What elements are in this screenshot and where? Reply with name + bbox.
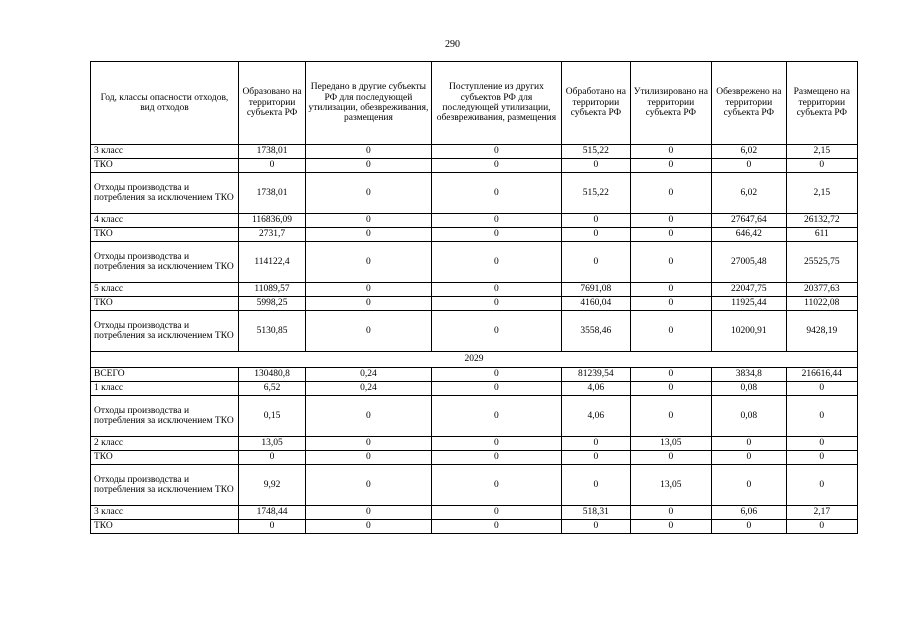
year-label: 2029 [91,352,858,368]
table-cell: 0 [630,382,712,396]
table-cell: 646,42 [712,228,786,242]
table-cell: 0 [306,451,431,465]
table-cell: 26132,72 [786,214,857,228]
table-cell: 1738,01 [238,145,305,159]
table-cell: 0 [306,214,431,228]
row-label: 3 класс [91,145,239,159]
row-label: 1 класс [91,382,239,396]
table-cell: 2731,7 [238,228,305,242]
table-cell: 2,15 [786,173,857,214]
table-row [91,506,858,520]
table-cell: 0 [431,283,562,297]
table-cell: 0,08 [712,396,786,437]
table-cell: 0 [786,437,857,451]
table-cell: 0 [630,506,712,520]
table-cell: 0 [562,520,630,534]
table-cell: 22047,75 [712,283,786,297]
table-cell: 0 [431,297,562,311]
table-cell: 116836,09 [238,214,305,228]
table-row [91,283,858,297]
table-cell: 10200,91 [712,311,786,352]
table-row [91,242,858,283]
table-cell: 27005,48 [712,242,786,283]
table-row [91,396,858,437]
table-cell: 0 [431,242,562,283]
table-cell: 11089,57 [238,283,305,297]
table-cell: 0 [630,228,712,242]
table-row [91,451,858,465]
row-label: 5 класс [91,283,239,297]
table-cell: 2,15 [786,145,857,159]
table-cell: 6,06 [712,506,786,520]
column-header: Передано в другие субъекты РФ для последующей утилизации, обезвреживания, размещения [306,62,431,145]
table-cell: 13,05 [630,465,712,506]
table-cell: 0 [306,311,431,352]
table-cell: 2,17 [786,506,857,520]
table-cell: 0 [630,311,712,352]
table-cell: 611 [786,228,857,242]
table-cell: 0 [630,451,712,465]
table-cell: 0 [306,437,431,451]
table-cell: 0 [562,451,630,465]
table-cell: 515,22 [562,145,630,159]
table-cell: 0 [562,159,630,173]
column-header: Образовано на территории субъекта РФ [238,62,305,145]
table-cell: 0 [786,159,857,173]
table-cell: 0 [786,451,857,465]
table-cell: 0 [786,396,857,437]
row-label: Отходы производства и потребления за исключением ТКО [91,242,239,283]
table-cell: 0,24 [306,382,431,396]
table-row [91,437,858,451]
table-cell: 0 [712,520,786,534]
row-label: ВСЕГО [91,368,239,382]
table-cell: 0 [306,159,431,173]
table-cell: 0 [431,173,562,214]
table-cell: 0 [431,159,562,173]
table-cell: 0 [306,228,431,242]
table-cell: 4160,04 [562,297,630,311]
table-row [91,311,858,352]
table-cell: 0 [306,173,431,214]
table-cell: 0 [562,437,630,451]
row-label: 2 класс [91,437,239,451]
row-label: Отходы производства и потребления за исключением ТКО [91,311,239,352]
page-number: 290 [445,39,460,50]
table-cell: 0 [431,228,562,242]
table-cell: 0 [431,311,562,352]
table-row [91,173,858,214]
table-cell: 0 [431,382,562,396]
table-cell: 0 [630,297,712,311]
table-cell: 5998,25 [238,297,305,311]
table-body [91,145,858,534]
column-header: Утилизировано на территории субъекта РФ [630,62,712,145]
table-cell: 0 [630,368,712,382]
table-cell: 0 [306,283,431,297]
table-cell: 11925,44 [712,297,786,311]
table-cell: 13,05 [630,437,712,451]
table-cell: 11022,08 [786,297,857,311]
table-cell: 4,06 [562,382,630,396]
table-cell: 6,02 [712,173,786,214]
table-cell: 0 [786,520,857,534]
row-label: Отходы производства и потребления за исключением ТКО [91,465,239,506]
table-cell: 3834,8 [712,368,786,382]
table-row [91,145,858,159]
table-cell: 0 [712,159,786,173]
table-cell: 0 [630,214,712,228]
table-cell: 0 [431,520,562,534]
table-cell: 7691,08 [562,283,630,297]
table-cell: 0 [630,283,712,297]
table-cell: 0 [562,242,630,283]
column-header: Год, классы опасности отходов, вид отходов [91,62,239,145]
table-cell: 0 [786,465,857,506]
table-cell: 1748,44 [238,506,305,520]
table-cell: 0 [306,145,431,159]
table-cell: 0 [630,396,712,437]
row-label: Отходы производства и потребления за исключением ТКО [91,396,239,437]
table-cell: 9,92 [238,465,305,506]
table-cell: 0 [431,506,562,520]
table-cell: 25525,75 [786,242,857,283]
table-cell: 0 [431,451,562,465]
table-cell: 0 [306,297,431,311]
table-cell: 0 [431,145,562,159]
year-row [91,352,858,368]
table-cell: 0 [630,145,712,159]
table-row [91,368,858,382]
table-cell: 114122,4 [238,242,305,283]
table-cell: 0 [306,396,431,437]
table-cell: 130480,8 [238,368,305,382]
table-cell: 0,15 [238,396,305,437]
table-cell: 3558,46 [562,311,630,352]
table-cell: 216616,44 [786,368,857,382]
row-label: ТКО [91,297,239,311]
table-cell: 0 [306,242,431,283]
table-row [91,228,858,242]
table-row [91,465,858,506]
table-cell: 0 [630,242,712,283]
table-cell: 0 [306,465,431,506]
table-cell: 0 [630,159,712,173]
table-cell: 518,31 [562,506,630,520]
row-label: ТКО [91,228,239,242]
table-cell: 13,05 [238,437,305,451]
table-cell: 0 [306,506,431,520]
table-row [91,297,858,311]
table-cell: 0 [630,520,712,534]
column-header: Размещено на территории субъекта РФ [786,62,857,145]
column-header: Поступление из других субъектов РФ для последующей утилизации, обезвреживания, размещения [431,62,562,145]
table-cell: 4,06 [562,396,630,437]
table-cell: 0,08 [712,382,786,396]
column-header: Обезврежено на территории субъекта РФ [712,62,786,145]
table-cell: 0 [238,451,305,465]
table-cell: 0 [786,382,857,396]
table-cell: 0 [712,451,786,465]
table-cell: 0 [431,368,562,382]
table-cell: 0 [431,396,562,437]
table-row [91,520,858,534]
table-cell: 0 [712,437,786,451]
row-label: 3 класс [91,506,239,520]
table-cell: 515,22 [562,173,630,214]
table-row [91,382,858,396]
table-cell: 0 [431,465,562,506]
table-cell: 0 [238,159,305,173]
table-cell: 0 [431,437,562,451]
table-cell: 0 [630,173,712,214]
row-label: 4 класс [91,214,239,228]
table-header-row [91,62,858,145]
table-cell: 0 [562,228,630,242]
table-cell: 0 [562,465,630,506]
table-cell: 6,02 [712,145,786,159]
table-cell: 0,24 [306,368,431,382]
waste-table [90,61,858,534]
row-label: Отходы производства и потребления за исключением ТКО [91,173,239,214]
table-cell: 1738,01 [238,173,305,214]
table-cell: 0 [431,214,562,228]
table-cell: 0 [306,520,431,534]
table-row [91,159,858,173]
row-label: ТКО [91,520,239,534]
table-cell: 0 [238,520,305,534]
row-label: ТКО [91,451,239,465]
table-cell: 27647,64 [712,214,786,228]
table-cell: 81239,54 [562,368,630,382]
table-cell: 0 [712,465,786,506]
table-cell: 6,52 [238,382,305,396]
table-cell: 5130,85 [238,311,305,352]
table-cell: 0 [562,214,630,228]
row-label: ТКО [91,159,239,173]
table-cell: 9428,19 [786,311,857,352]
table-row [91,214,858,228]
column-header: Обработано на территории субъекта РФ [562,62,630,145]
table-cell: 20377,63 [786,283,857,297]
